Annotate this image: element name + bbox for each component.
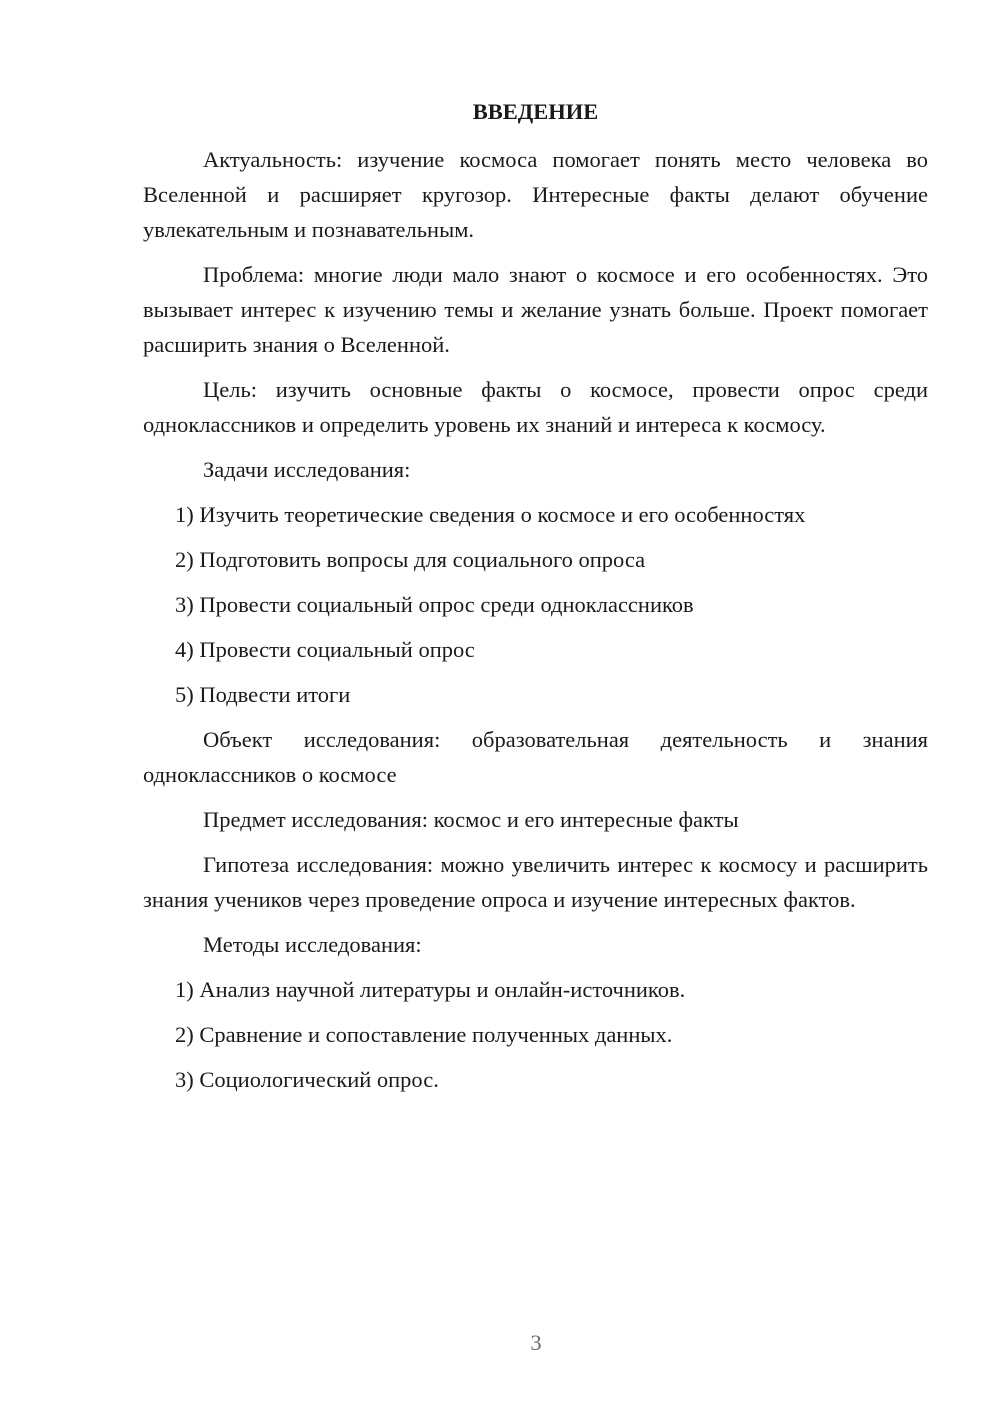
method-item-1: 1) Анализ научной литературы и онлайн-источников. bbox=[175, 977, 686, 1002]
tasks-title: Задачи исследования: bbox=[203, 457, 411, 482]
methods-title: Методы исследования: bbox=[203, 932, 422, 957]
method-item-3: 3) Социологический опрос. bbox=[175, 1067, 439, 1092]
task-item-5: 5) Подвести итоги bbox=[175, 682, 351, 707]
goal-paragraph: Цель: изучить основные факты о космосе, провести опрос среди одноклассников и определить уровень их знаний и интереса к космосу. bbox=[143, 377, 928, 437]
task-item-2: 2) Подготовить вопросы для социального опроса bbox=[175, 547, 646, 572]
section-heading: ВВЕДЕНИЕ bbox=[472, 99, 599, 124]
subject-paragraph: Предмет исследования: космос и его интересные факты bbox=[203, 807, 739, 832]
page-number: 3 bbox=[530, 1330, 542, 1355]
relevance-paragraph: Актуальность: изучение космоса помогает понять место человека во Вселенной и расширяет кругозор. Интересные факты делают обучение увлекательным и познавательным. bbox=[143, 147, 928, 242]
task-item-3: 3) Провести социальный опрос среди одноклассников bbox=[175, 592, 694, 617]
method-item-2: 2) Сравнение и сопоставление полученных данных. bbox=[175, 1022, 673, 1047]
hypothesis-paragraph: Гипотеза исследования: можно увеличить интерес к космосу и расширить знания учеников через проведение опроса и изучение интересных фактов. bbox=[143, 852, 928, 912]
document-body bbox=[143, 94, 928, 1107]
object-paragraph: Объект исследования: образовательная деятельность и знания одноклассников о космосе bbox=[143, 727, 928, 787]
task-item-1: 1) Изучить теоретические сведения о космосе и его особенностях bbox=[175, 502, 806, 527]
problem-paragraph: Проблема: многие люди мало знают о космосе и его особенностях. Это вызывает интерес к изучению темы и желание узнать больше. Проект помогает расширить знания о Вселенной. bbox=[143, 262, 928, 357]
task-item-4: 4) Провести социальный опрос bbox=[175, 637, 475, 662]
